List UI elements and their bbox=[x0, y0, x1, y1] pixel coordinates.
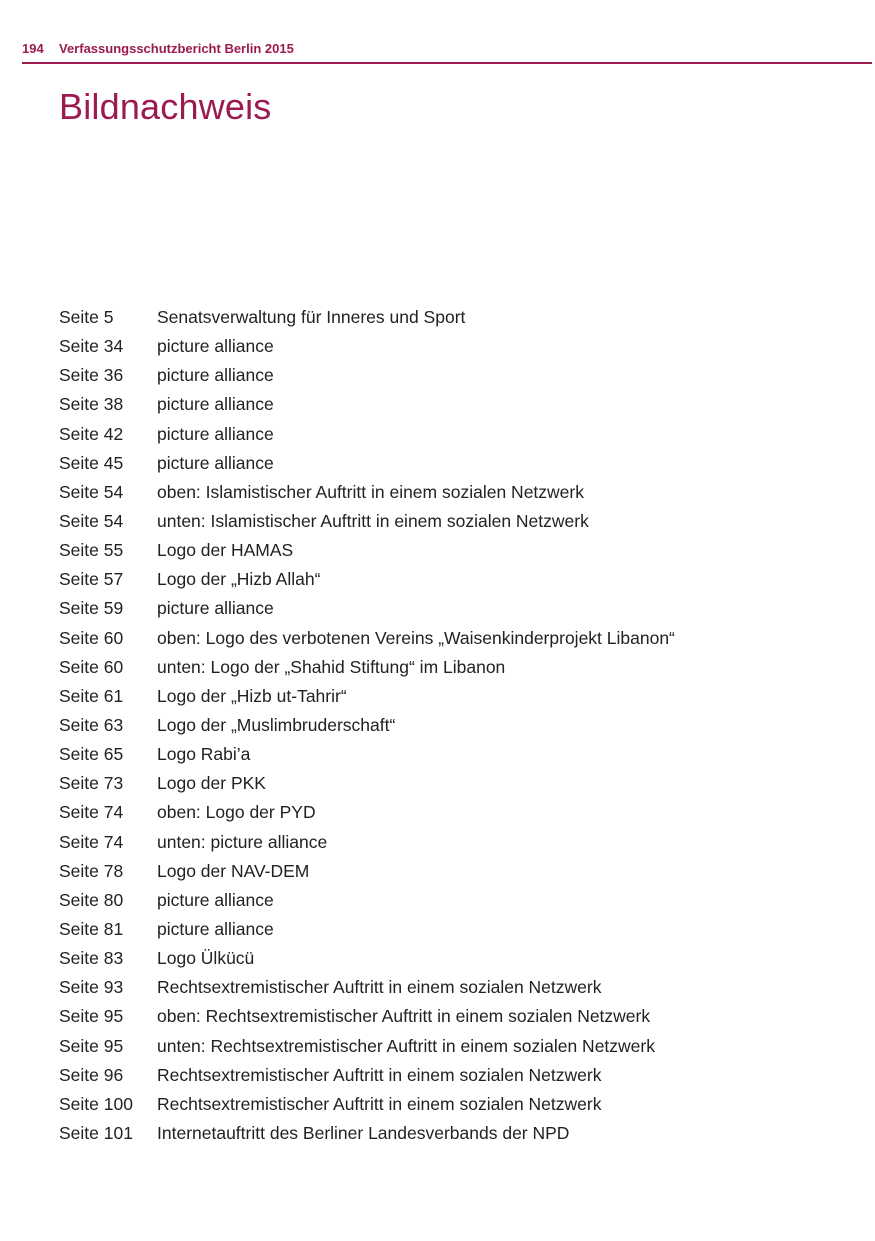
credit-source: unten: Logo der „Shahid Stiftung“ im Libanon bbox=[157, 656, 506, 677]
credit-row bbox=[59, 507, 849, 536]
credit-row bbox=[59, 478, 849, 507]
credit-page-ref: Seite 60 bbox=[59, 627, 124, 648]
credit-page-ref: Seite 54 bbox=[59, 481, 124, 502]
credit-row bbox=[59, 828, 849, 857]
credit-page-ref: Seite 5 bbox=[59, 307, 114, 327]
credit-row bbox=[59, 1119, 849, 1148]
credit-source: picture alliance bbox=[157, 918, 274, 939]
credit-page-ref: Seite 101 bbox=[59, 1122, 133, 1143]
credit-row bbox=[59, 944, 849, 973]
credit-source: oben: Logo der PYD bbox=[157, 802, 316, 823]
credit-row bbox=[59, 449, 849, 478]
credit-row bbox=[59, 653, 849, 682]
credit-source: picture alliance bbox=[157, 394, 274, 415]
credit-page-ref: Seite 80 bbox=[59, 889, 124, 910]
credit-row bbox=[59, 1032, 849, 1061]
credit-page-ref: Seite 63 bbox=[59, 714, 124, 735]
credit-source: Logo der PKK bbox=[157, 773, 266, 794]
credit-source: Internetauftritt des Berliner Landesverbands der NPD bbox=[157, 1122, 570, 1143]
credit-row bbox=[59, 798, 849, 827]
credit-page-ref: Seite 36 bbox=[59, 365, 124, 386]
credit-source: Senatsverwaltung für Inneres und Sport bbox=[157, 307, 466, 327]
credit-page-ref: Seite 83 bbox=[59, 948, 124, 969]
credit-source: Logo der „Hizb Allah“ bbox=[157, 569, 321, 590]
credit-page-ref: Seite 78 bbox=[59, 860, 124, 881]
credit-page-ref: Seite 96 bbox=[59, 1064, 124, 1085]
credit-page-ref: Seite 45 bbox=[59, 452, 124, 473]
credit-source: Logo Rabi’a bbox=[157, 744, 251, 765]
credit-page-ref: Seite 34 bbox=[59, 336, 124, 357]
credit-source: picture alliance bbox=[157, 598, 274, 619]
image-credits-list bbox=[59, 303, 849, 1148]
credit-page-ref: Seite 95 bbox=[59, 1006, 124, 1027]
credit-page-ref: Seite 65 bbox=[59, 744, 124, 765]
credit-row bbox=[59, 303, 849, 332]
credit-source: picture alliance bbox=[157, 365, 274, 386]
page-title: Bildnachweis bbox=[59, 86, 272, 127]
credit-source: Rechtsextremistischer Auftritt in einem sozialen Netzwerk bbox=[157, 1064, 602, 1085]
credit-row bbox=[59, 565, 849, 594]
credit-page-ref: Seite 100 bbox=[59, 1093, 133, 1114]
credit-page-ref: Seite 73 bbox=[59, 773, 124, 794]
credit-source: unten: picture alliance bbox=[157, 831, 328, 852]
credit-source: Logo Ülkücü bbox=[157, 948, 255, 969]
running-header-title: Verfassungsschutzbericht Berlin 2015 bbox=[59, 41, 294, 56]
credit-source: Logo der HAMAS bbox=[157, 540, 294, 561]
credit-row bbox=[59, 594, 849, 623]
credit-source: Logo der „Hizb ut-Tahrir“ bbox=[157, 685, 347, 706]
credit-source: Logo der „Muslimbruderschaft“ bbox=[157, 714, 396, 735]
credit-source: Rechtsextremistischer Auftritt in einem sozialen Netzwerk bbox=[157, 977, 602, 998]
credit-row bbox=[59, 769, 849, 798]
credit-page-ref: Seite 55 bbox=[59, 540, 124, 561]
credit-page-ref: Seite 74 bbox=[59, 831, 124, 852]
credit-page-ref: Seite 74 bbox=[59, 802, 124, 823]
credit-row bbox=[59, 886, 849, 915]
credit-source: Rechtsextremistischer Auftritt in einem sozialen Netzwerk bbox=[157, 1093, 602, 1114]
credit-row bbox=[59, 624, 849, 653]
credit-source: unten: Rechtsextremistischer Auftritt in einem sozialen Netzwerk bbox=[157, 1035, 655, 1056]
credit-row bbox=[59, 1002, 849, 1031]
credit-row bbox=[59, 711, 849, 740]
credit-row bbox=[59, 857, 849, 886]
credit-source: picture alliance bbox=[157, 423, 274, 444]
credit-source: oben: Islamistischer Auftritt in einem sozialen Netzwerk bbox=[157, 481, 584, 502]
credit-row bbox=[59, 1090, 849, 1119]
credit-page-ref: Seite 54 bbox=[59, 510, 124, 531]
credit-source: picture alliance bbox=[157, 336, 274, 357]
credit-source: unten: Islamistischer Auftritt in einem sozialen Netzwerk bbox=[157, 510, 589, 531]
credit-page-ref: Seite 93 bbox=[59, 977, 124, 998]
credit-page-ref: Seite 95 bbox=[59, 1035, 124, 1056]
credit-page-ref: Seite 59 bbox=[59, 598, 124, 619]
credit-source: Logo der NAV-DEM bbox=[157, 860, 310, 881]
credit-page-ref: Seite 57 bbox=[59, 569, 124, 590]
credit-page-ref: Seite 38 bbox=[59, 394, 124, 415]
credit-row bbox=[59, 915, 849, 944]
credit-row bbox=[59, 973, 849, 1002]
credit-row bbox=[59, 740, 849, 769]
credit-page-ref: Seite 81 bbox=[59, 918, 124, 939]
credit-source: picture alliance bbox=[157, 452, 274, 473]
credit-row bbox=[59, 536, 849, 565]
credit-page-ref: Seite 60 bbox=[59, 656, 124, 677]
credit-source: oben: Logo des verbotenen Vereins „Waisenkinderprojekt Libanon“ bbox=[157, 627, 675, 648]
page-number: 194 bbox=[22, 41, 44, 56]
running-header bbox=[22, 40, 872, 64]
credit-row bbox=[59, 1061, 849, 1090]
credit-row bbox=[59, 361, 849, 390]
credit-source: oben: Rechtsextremistischer Auftritt in einem sozialen Netzwerk bbox=[157, 1006, 651, 1027]
credit-page-ref: Seite 42 bbox=[59, 423, 124, 444]
credit-row bbox=[59, 420, 849, 449]
credit-page-ref: Seite 61 bbox=[59, 685, 124, 706]
credit-row bbox=[59, 332, 849, 361]
credit-row bbox=[59, 682, 849, 711]
credit-source: picture alliance bbox=[157, 889, 274, 910]
credit-row bbox=[59, 390, 849, 419]
